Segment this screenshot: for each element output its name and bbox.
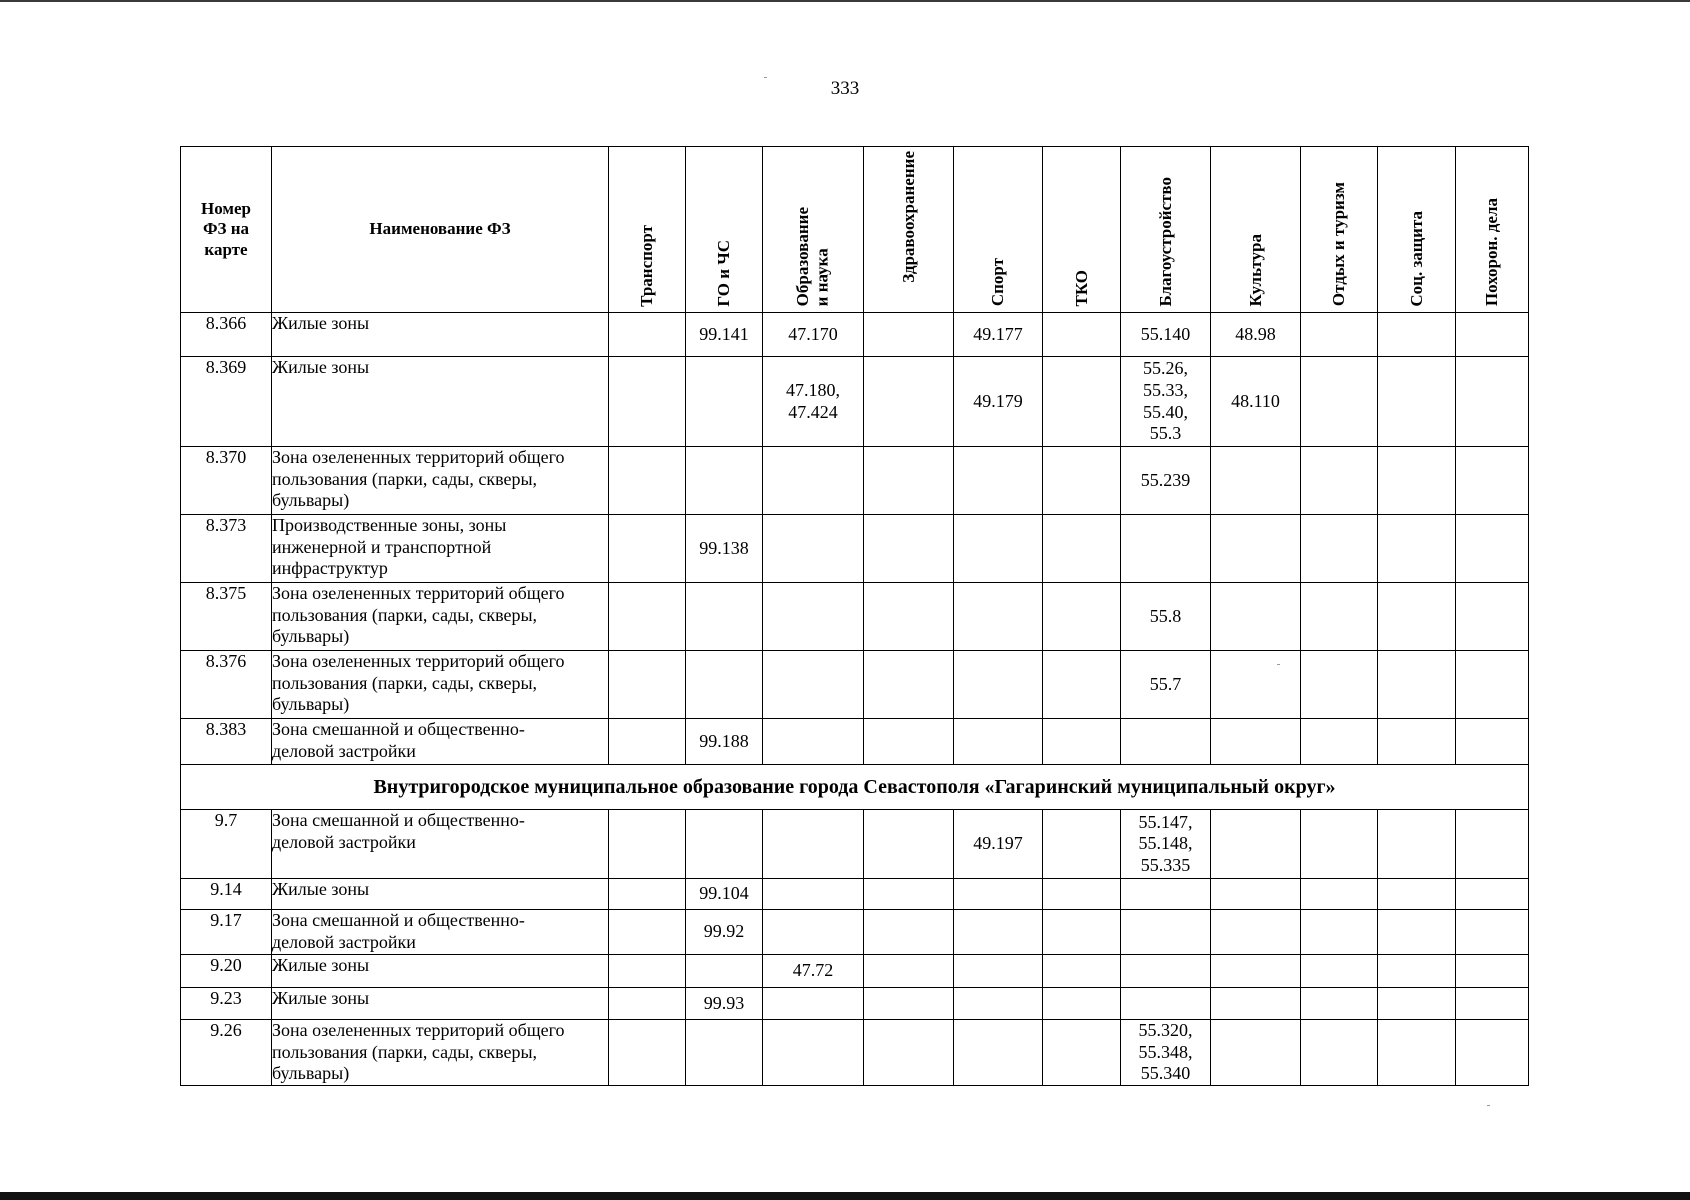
value-cell — [1211, 1020, 1301, 1086]
value-cell: 47.180, 47.424 — [763, 357, 864, 447]
value-cell — [1301, 910, 1378, 955]
table-body-b — [181, 810, 1529, 1086]
header-recreation-label: Отдых и туризм — [1329, 182, 1349, 307]
zone-number-cell: 9.20 — [181, 955, 272, 988]
header-funeral-label: Похорон. дела — [1482, 198, 1502, 307]
value-cell — [763, 583, 864, 651]
value-cell: 99.188 — [686, 719, 763, 765]
header-education-label: Образование и наука — [793, 207, 832, 307]
value-cell — [609, 313, 686, 357]
value-cell: 48.110 — [1211, 357, 1301, 447]
value-cell — [1378, 583, 1456, 651]
value-cell — [864, 879, 954, 910]
value-cell — [1301, 955, 1378, 988]
header-culture — [1211, 147, 1301, 313]
header-healthcare-label: Здравоохранение — [898, 151, 918, 283]
value-cell: 55.7 — [1121, 651, 1211, 719]
zone-name-cell: Жилые зоны — [272, 313, 609, 357]
value-cell: 49.177 — [954, 313, 1043, 357]
value-cell: 47.72 — [763, 955, 864, 988]
zone-name-cell: Зона озелененных территорий общего пользования (парки, сады, скверы, бульвары) — [272, 583, 609, 651]
value-cell — [1456, 583, 1529, 651]
value-cell — [1211, 988, 1301, 1020]
value-cell — [609, 447, 686, 515]
value-cell — [954, 515, 1043, 583]
header-name-label: Наименование ФЗ — [369, 219, 511, 239]
header-go-chs-label: ГО и ЧС — [714, 239, 734, 307]
value-cell — [864, 910, 954, 955]
value-cell — [1301, 515, 1378, 583]
value-cell — [1378, 988, 1456, 1020]
header-tko — [1043, 147, 1121, 313]
zone-name-cell: Зона озелененных территорий общего пользования (парки, сады, скверы, бульвары) — [272, 651, 609, 719]
zone-name-cell: Производственные зоны, зоны инженерной и транспортной инфраструктур — [272, 515, 609, 583]
value-cell: 99.104 — [686, 879, 763, 910]
value-cell — [1456, 313, 1529, 357]
zone-name-cell: Зона смешанной и общественно- деловой застройки — [272, 810, 609, 879]
zone-number-cell: 8.370 — [181, 447, 272, 515]
page-number: 333 — [830, 78, 860, 99]
value-cell — [609, 357, 686, 447]
zone-number-cell: 8.366 — [181, 313, 272, 357]
header-social — [1378, 147, 1456, 313]
value-cell — [864, 1020, 954, 1086]
value-cell — [763, 515, 864, 583]
value-cell — [763, 447, 864, 515]
table-row — [181, 313, 1529, 357]
value-cell — [609, 719, 686, 765]
value-cell — [1378, 1020, 1456, 1086]
value-cell: 55.26, 55.33, 55.40, 55.3 — [1121, 357, 1211, 447]
value-cell — [864, 583, 954, 651]
value-cell — [609, 515, 686, 583]
header-go-chs — [686, 147, 763, 313]
scan-speck — [1277, 664, 1280, 665]
zone-number-cell: 8.376 — [181, 651, 272, 719]
value-cell — [864, 719, 954, 765]
value-cell: 99.93 — [686, 988, 763, 1020]
value-cell — [1378, 879, 1456, 910]
value-cell — [1301, 810, 1378, 879]
scan-edge-top — [0, 0, 1690, 2]
value-cell — [1456, 988, 1529, 1020]
value-cell — [1456, 955, 1529, 988]
value-cell — [1456, 910, 1529, 955]
value-cell — [864, 515, 954, 583]
section-title: Внутригородское муниципальное образование города Севастополя «Гагаринский муниципальный округ» — [181, 765, 1529, 810]
value-cell — [763, 988, 864, 1020]
header-education — [763, 147, 864, 313]
value-cell — [686, 447, 763, 515]
value-cell: 49.179 — [954, 357, 1043, 447]
value-cell — [954, 651, 1043, 719]
zone-number-cell: 8.375 — [181, 583, 272, 651]
value-cell — [1211, 810, 1301, 879]
value-cell: 49.197 — [954, 810, 1043, 879]
value-cell — [1378, 447, 1456, 515]
section-row — [181, 765, 1529, 810]
value-cell: 99.138 — [686, 515, 763, 583]
value-cell — [1378, 313, 1456, 357]
value-cell: 55.320, 55.348, 55.340 — [1121, 1020, 1211, 1086]
value-cell — [1043, 955, 1121, 988]
value-cell: 48.98 — [1211, 313, 1301, 357]
value-cell — [864, 313, 954, 357]
value-cell — [954, 910, 1043, 955]
value-cell: 99.141 — [686, 313, 763, 357]
value-cell — [686, 1020, 763, 1086]
value-cell — [1043, 810, 1121, 879]
value-cell — [1301, 357, 1378, 447]
header-culture-label: Культура — [1245, 233, 1265, 307]
value-cell — [1211, 910, 1301, 955]
table-row — [181, 719, 1529, 765]
value-cell — [864, 810, 954, 879]
zone-name-cell: Зона озелененных территорий общего пользования (парки, сады, скверы, бульвары) — [272, 447, 609, 515]
value-cell — [1043, 719, 1121, 765]
zone-name-cell: Зона смешанной и общественно- деловой застройки — [272, 719, 609, 765]
value-cell — [763, 651, 864, 719]
zone-number-cell: 9.14 — [181, 879, 272, 910]
value-cell — [1211, 955, 1301, 988]
value-cell — [1378, 651, 1456, 719]
value-cell — [1456, 879, 1529, 910]
value-cell — [609, 810, 686, 879]
value-cell — [864, 447, 954, 515]
value-cell — [1456, 810, 1529, 879]
zones-table — [180, 146, 1529, 1086]
header-transport-label: Транспорт — [637, 224, 657, 307]
value-cell — [1456, 719, 1529, 765]
value-cell — [1211, 447, 1301, 515]
value-cell — [1211, 583, 1301, 651]
header-name — [272, 147, 609, 313]
value-cell: 55.140 — [1121, 313, 1211, 357]
scan-speck — [764, 77, 767, 78]
zone-name-cell: Зона смешанной и общественно- деловой застройки — [272, 910, 609, 955]
table-row — [181, 515, 1529, 583]
header-sport-label: Спорт — [988, 258, 1008, 307]
zone-name-cell: Жилые зоны — [272, 357, 609, 447]
value-cell — [686, 583, 763, 651]
value-cell — [954, 1020, 1043, 1086]
header-sport — [954, 147, 1043, 313]
value-cell — [1301, 719, 1378, 765]
zone-number-cell: 8.373 — [181, 515, 272, 583]
table-row — [181, 910, 1529, 955]
value-cell — [1043, 879, 1121, 910]
header-number-label: Номер ФЗ на карте — [201, 198, 251, 259]
value-cell — [686, 955, 763, 988]
value-cell — [686, 651, 763, 719]
value-cell — [1378, 357, 1456, 447]
header-funeral — [1456, 147, 1529, 313]
value-cell — [1301, 447, 1378, 515]
value-cell — [1456, 515, 1529, 583]
table-row — [181, 988, 1529, 1020]
value-cell — [1456, 357, 1529, 447]
value-cell — [609, 955, 686, 988]
value-cell — [1211, 719, 1301, 765]
table-row — [181, 955, 1529, 988]
value-cell — [1211, 651, 1301, 719]
value-cell — [864, 651, 954, 719]
value-cell — [1378, 515, 1456, 583]
value-cell — [1121, 988, 1211, 1020]
header-number — [181, 147, 272, 313]
value-cell — [763, 910, 864, 955]
zone-name-cell: Жилые зоны — [272, 955, 609, 988]
value-cell — [1043, 515, 1121, 583]
zone-number-cell: 9.7 — [181, 810, 272, 879]
header-landscaping — [1121, 147, 1211, 313]
value-cell — [1456, 1020, 1529, 1086]
value-cell — [763, 1020, 864, 1086]
value-cell — [1043, 988, 1121, 1020]
value-cell — [686, 357, 763, 447]
value-cell — [1043, 313, 1121, 357]
table-row — [181, 810, 1529, 879]
value-cell: 99.92 — [686, 910, 763, 955]
value-cell — [1043, 651, 1121, 719]
zone-name-cell: Зона озелененных территорий общего пользования (парки, сады, скверы, бульвары) — [272, 1020, 609, 1086]
value-cell — [1378, 810, 1456, 879]
value-cell — [1043, 910, 1121, 955]
table-row — [181, 357, 1529, 447]
header-healthcare — [864, 147, 954, 313]
value-cell: 47.170 — [763, 313, 864, 357]
value-cell — [864, 988, 954, 1020]
value-cell — [954, 879, 1043, 910]
value-cell — [1301, 313, 1378, 357]
value-cell — [1043, 583, 1121, 651]
value-cell — [1043, 357, 1121, 447]
zone-name-cell: Жилые зоны — [272, 988, 609, 1020]
value-cell — [1043, 447, 1121, 515]
value-cell — [686, 810, 763, 879]
value-cell — [1301, 1020, 1378, 1086]
value-cell — [1456, 651, 1529, 719]
value-cell — [609, 879, 686, 910]
value-cell — [1301, 879, 1378, 910]
zone-number-cell: 9.26 — [181, 1020, 272, 1086]
value-cell — [763, 719, 864, 765]
value-cell — [864, 357, 954, 447]
value-cell — [1378, 910, 1456, 955]
value-cell — [609, 988, 686, 1020]
header-social-label: Соц. защита — [1406, 210, 1426, 307]
header-recreation — [1301, 147, 1378, 313]
table-body-a — [181, 313, 1529, 765]
header-tko-label: ТКО — [1071, 269, 1091, 307]
value-cell — [1301, 583, 1378, 651]
value-cell — [1121, 515, 1211, 583]
value-cell — [1378, 955, 1456, 988]
table-row — [181, 1020, 1529, 1086]
value-cell — [954, 955, 1043, 988]
header-row — [181, 147, 1529, 313]
value-cell — [1456, 447, 1529, 515]
value-cell — [1211, 879, 1301, 910]
value-cell — [609, 910, 686, 955]
value-cell: 55.239 — [1121, 447, 1211, 515]
value-cell — [609, 1020, 686, 1086]
value-cell — [1378, 719, 1456, 765]
scan-edge-bottom — [0, 1192, 1690, 1200]
value-cell: 55.8 — [1121, 583, 1211, 651]
value-cell — [609, 651, 686, 719]
header-transport — [609, 147, 686, 313]
zone-number-cell: 8.383 — [181, 719, 272, 765]
scan-speck — [1487, 1105, 1490, 1106]
value-cell — [1121, 910, 1211, 955]
value-cell — [1121, 879, 1211, 910]
value-cell — [609, 583, 686, 651]
table-row — [181, 447, 1529, 515]
value-cell — [954, 447, 1043, 515]
value-cell: 55.147, 55.148, 55.335 — [1121, 810, 1211, 879]
table-row — [181, 583, 1529, 651]
value-cell — [1301, 988, 1378, 1020]
value-cell — [1301, 651, 1378, 719]
value-cell — [1211, 515, 1301, 583]
section-body — [181, 765, 1529, 810]
zone-number-cell: 9.23 — [181, 988, 272, 1020]
value-cell — [954, 719, 1043, 765]
table-row — [181, 879, 1529, 910]
zone-number-cell: 8.369 — [181, 357, 272, 447]
value-cell — [1121, 719, 1211, 765]
header-landscaping-label: Благоустройство — [1155, 176, 1175, 307]
value-cell — [763, 879, 864, 910]
value-cell — [763, 810, 864, 879]
zone-name-cell: Жилые зоны — [272, 879, 609, 910]
zone-number-cell: 9.17 — [181, 910, 272, 955]
value-cell — [954, 988, 1043, 1020]
value-cell — [1121, 955, 1211, 988]
value-cell — [954, 583, 1043, 651]
table-row — [181, 651, 1529, 719]
value-cell — [1043, 1020, 1121, 1086]
value-cell — [864, 955, 954, 988]
